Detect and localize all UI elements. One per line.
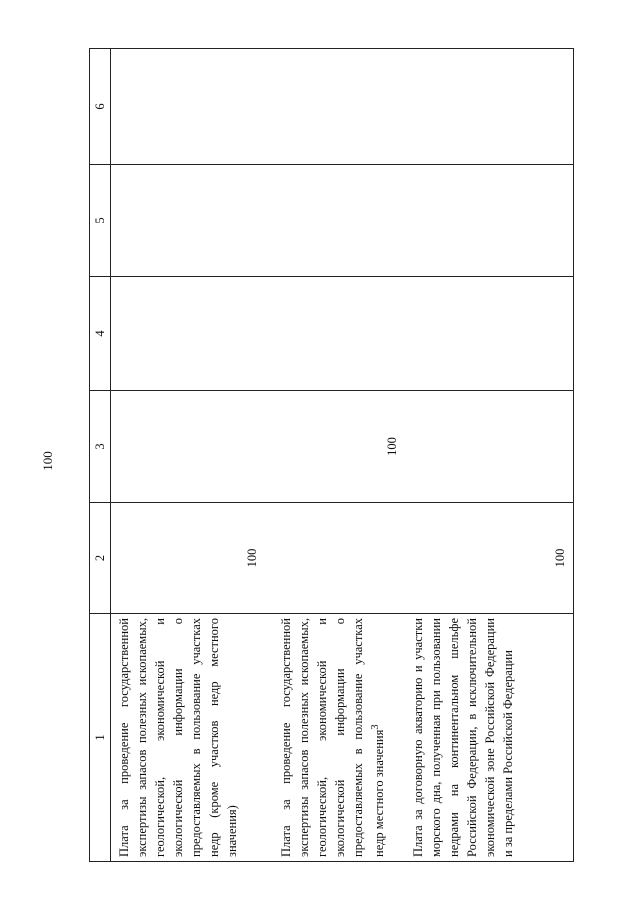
row-description (265, 614, 388, 861)
value-cell (405, 391, 574, 503)
value-cell (111, 503, 266, 614)
value-cell (265, 503, 405, 614)
value-cell (111, 49, 266, 165)
page-number: 100 (40, 451, 55, 471)
value-col6 (265, 49, 405, 164)
revenue-distribution-table (89, 48, 574, 862)
value-col2: 100 (553, 548, 567, 568)
table-row (265, 49, 405, 862)
value-cell (111, 391, 266, 503)
value-col5 (405, 165, 573, 276)
value-cell (265, 277, 405, 391)
column-header-3: 3 (90, 391, 111, 503)
row-description-cell (405, 614, 574, 862)
column-header-5: 5 (90, 165, 111, 277)
row-description: Плата за договорную акваторию и участки морского дна, полученная при пользовании недрами на континентальном шельфе Российской Федерации, в исключительной экономической зоне Российской Федерации и за пределами Российской Федерации (411, 618, 515, 857)
value-col3: 100 (385, 437, 399, 456)
value-col4 (265, 277, 405, 390)
value-cell (265, 49, 405, 165)
value-cell (405, 503, 574, 614)
value-col5 (111, 165, 265, 276)
value-col2: 100 (245, 548, 259, 568)
value-cell (265, 165, 405, 277)
value-col3 (111, 391, 265, 502)
row-description: Плата за проведение государственной экспертизы запасов полезных ископаемых, геологической, экономической и экологической информации о предоставляемых в пользование участках недр (кроме участков недр местного значения) (117, 618, 239, 857)
value-cell (405, 165, 574, 277)
table-row (405, 49, 574, 862)
value-col3 (405, 391, 573, 502)
row-description-cell (265, 614, 405, 862)
table-container (89, 49, 587, 862)
row-description-cell (111, 614, 266, 862)
value-col6 (111, 49, 265, 164)
column-header-6: 6 (90, 49, 111, 165)
column-header-4: 4 (90, 277, 111, 391)
column-header-1: 1 (90, 614, 111, 862)
value-col4 (405, 277, 573, 390)
value-cell (111, 277, 266, 391)
value-col5 (265, 165, 405, 276)
value-cell (405, 49, 574, 165)
header-row (90, 49, 111, 862)
footnote-marker: 3 (370, 724, 381, 730)
value-cell (265, 391, 405, 503)
value-col4 (111, 277, 265, 390)
value-col6 (405, 49, 573, 164)
column-header-2: 2 (90, 503, 111, 614)
value-cell (111, 165, 266, 277)
value-cell (405, 277, 574, 391)
row-description-text: Плата за проведение государственной экспертизы запасов полезных ископаемых, геологической, экономической и экологической информации о предоставляемых в пользование участках недр местного значения (279, 618, 387, 857)
table-row (111, 49, 266, 862)
value-col2 (265, 503, 405, 613)
